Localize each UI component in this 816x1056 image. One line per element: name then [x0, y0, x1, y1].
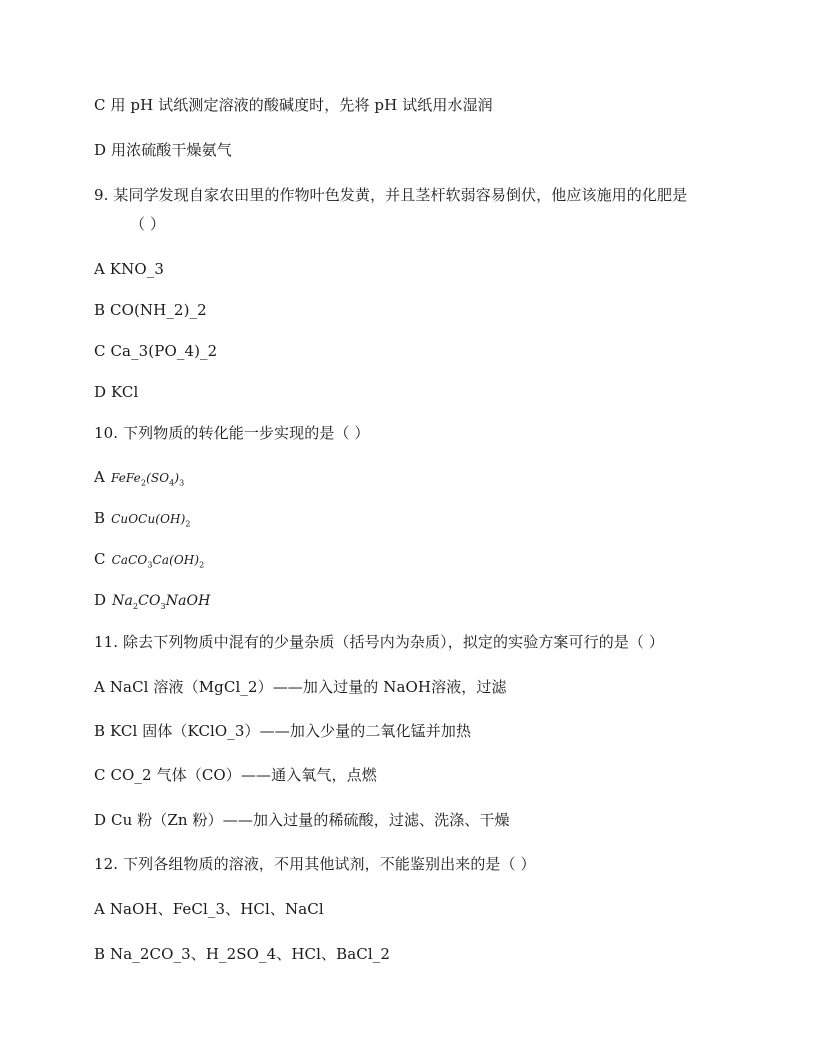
q10-option-d	[94, 590, 210, 617]
q10-option-c	[94, 549, 204, 575]
q9-option-c: C Ca_3(PO_4)_2	[94, 342, 218, 360]
q9-answer-bracket: （ ）	[130, 215, 166, 233]
q12-option-b: B Na_2CO_3、H_2SO_4、HCl、BaCl_2	[94, 945, 391, 963]
q11-option-b: B KCl 固体（KClO_3）——加入少量的二氧化锰并加热	[94, 722, 472, 740]
q9-option-b: B CO(NH_2)_2	[94, 301, 207, 319]
option-letter: A	[94, 468, 105, 486]
q9-stem: 9. 某同学发现自家农田里的作物叶色发黄，并且茎杆软弱容易倒伏，他应该施用的化肥是	[94, 186, 688, 204]
q10-option-b	[94, 508, 191, 534]
q8-option-d: D 用浓硫酸干燥氨气	[94, 141, 232, 159]
option-letter: B	[94, 509, 106, 527]
formula-b: $CuOCu(OH)_2$	[111, 512, 191, 529]
q11-stem: 11. 除去下列物质中混有的少量杂质（括号内为杂质），拟定的实验方案可行的是（ ）	[94, 633, 664, 651]
q9-option-a: A KNO_3	[94, 260, 164, 278]
q11-option-a: A NaCl 溶液（MgCl_2）——加入过量的 NaOH溶液，过滤	[94, 678, 507, 696]
q11-option-d: D Cu 粉（Zn 粉）——加入过量的稀硫酸，过滤、洗涤、干燥	[94, 811, 510, 829]
q9-option-d: D KCl	[94, 383, 139, 401]
q8-option-c: C 用 pH 试纸测定溶液的酸碱度时，先将 pH 试纸用水湿润	[94, 96, 493, 114]
q10-option-a	[94, 467, 184, 493]
option-letter: D	[94, 591, 107, 609]
formula-d: $Na_2CO_3NaOH$	[112, 593, 211, 611]
q12-stem: 12. 下列各组物质的溶液，不用其他试剂，不能鉴别出来的是（ ）	[94, 855, 536, 873]
formula-c: $CaCO_3Ca(OH)_2$	[111, 553, 205, 570]
q10-stem: 10. 下列物质的转化能一步实现的是（ ）	[94, 424, 370, 442]
q11-option-c: C CO_2 气体（CO）——通入氧气，点燃	[94, 766, 377, 784]
option-letter: C	[94, 550, 106, 568]
q12-option-a: A NaOH、FeCl_3、HCl、NaCl	[94, 900, 324, 918]
formula-a: $FeFe_2(SO_4)_3$	[110, 471, 185, 488]
